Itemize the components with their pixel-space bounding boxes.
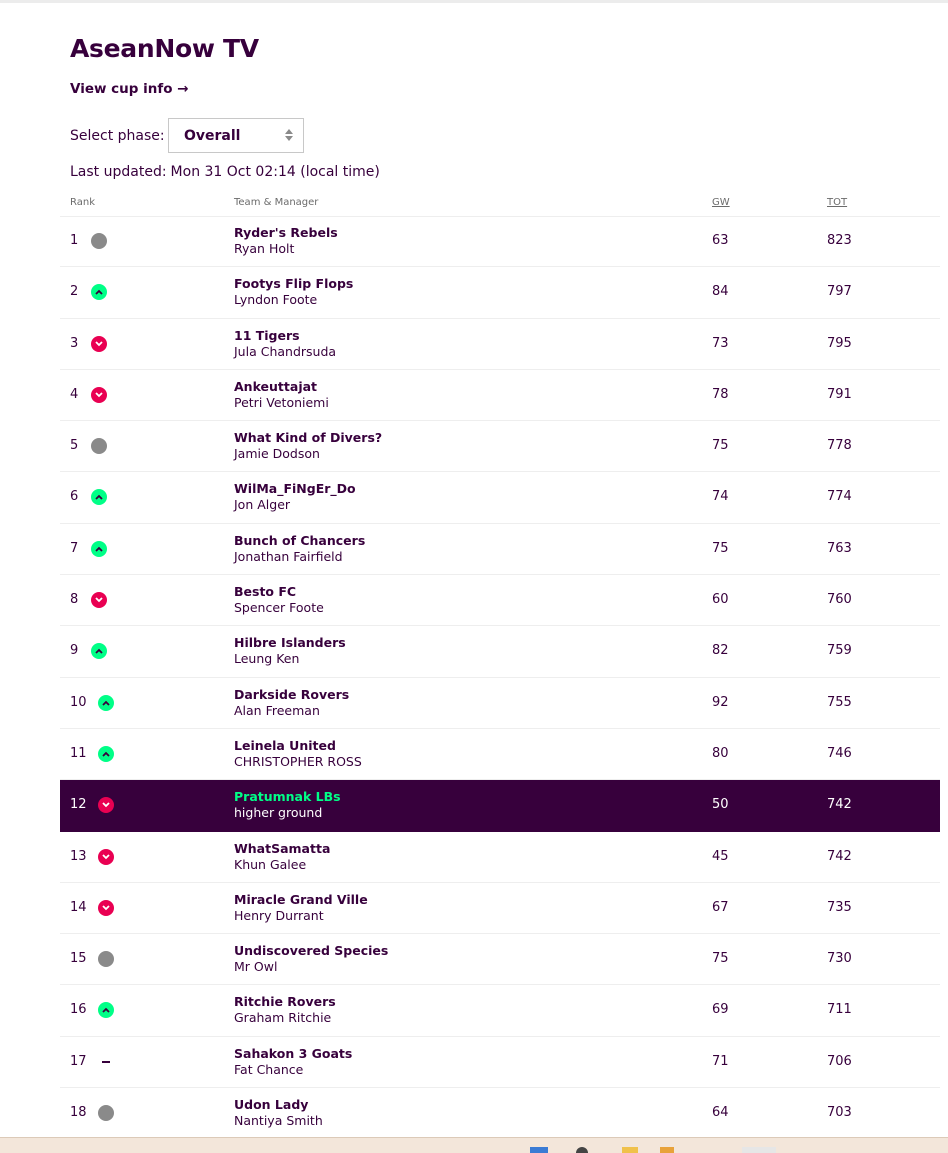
team-name[interactable]: Hilbre Islanders xyxy=(234,635,346,651)
rank-number: 7 xyxy=(70,540,79,556)
manager-name: Nantiya Smith xyxy=(234,1113,323,1129)
last-updated-label: Last updated: xyxy=(70,164,167,180)
table-row[interactable] xyxy=(60,780,940,831)
manager-name: Jula Chandrsuda xyxy=(234,343,337,359)
table-row[interactable] xyxy=(60,319,940,370)
team-name[interactable]: Sahakon 3 Goats xyxy=(234,1045,353,1061)
rank-number: 5 xyxy=(70,438,79,454)
dash-icon xyxy=(98,1054,114,1070)
rank-number: 14 xyxy=(70,899,87,915)
rank-up-icon xyxy=(91,284,107,300)
rank-number: 4 xyxy=(70,386,79,402)
standings-header xyxy=(60,193,940,217)
manager-name: Khun Galee xyxy=(234,856,307,872)
no-change-icon xyxy=(91,233,107,249)
manager-name: CHRISTOPHER ROSS xyxy=(234,753,362,769)
league-title: AseanNow TV xyxy=(70,34,259,63)
last-updated-value: Mon 31 Oct 02:14 (local time) xyxy=(170,164,380,180)
rank-down-icon xyxy=(98,849,114,865)
manager-name: Ryan Holt xyxy=(234,241,295,256)
standings-table xyxy=(60,216,940,1139)
manager-name: Henry Durrant xyxy=(234,907,324,923)
team-name[interactable]: Udon Lady xyxy=(234,1097,309,1113)
manager-name: Leung Ken xyxy=(234,651,300,667)
table-row[interactable] xyxy=(60,472,940,523)
table-row[interactable] xyxy=(60,934,940,985)
table-row[interactable] xyxy=(60,1037,940,1088)
table-row[interactable] xyxy=(60,267,940,318)
rank-number: 8 xyxy=(70,592,79,608)
team-name[interactable]: WilMa_FiNgEr_Do xyxy=(234,481,356,497)
gameweek-points: 69 xyxy=(712,1002,729,1018)
team-name[interactable]: Miracle Grand Ville xyxy=(234,891,368,907)
total-points: 735 xyxy=(827,899,852,915)
manager-name: Fat Chance xyxy=(234,1061,304,1077)
rank-up-icon xyxy=(91,541,107,557)
total-points: 703 xyxy=(827,1105,852,1121)
no-change-icon xyxy=(91,438,107,454)
taskbar-window-icon[interactable] xyxy=(742,1147,776,1153)
view-cup-info-link[interactable]: View cup info → xyxy=(70,81,189,97)
team-name[interactable]: Ryder's Rebels xyxy=(234,225,338,240)
gameweek-points: 75 xyxy=(712,438,729,454)
team-name[interactable]: Leinela United xyxy=(234,737,336,753)
rank-number: 18 xyxy=(70,1105,87,1121)
rank-down-icon xyxy=(98,900,114,916)
table-row[interactable] xyxy=(60,524,940,575)
rank-down-icon xyxy=(91,336,107,352)
manager-name: Graham Ritchie xyxy=(234,1010,332,1026)
total-points: 746 xyxy=(827,745,852,761)
total-points: 742 xyxy=(827,797,852,813)
phase-select-value: Overall xyxy=(184,128,241,144)
manager-name: Petri Vetoniemi xyxy=(234,394,329,410)
gameweek-points: 84 xyxy=(712,284,729,300)
gameweek-points: 80 xyxy=(712,745,729,761)
gameweek-points: 50 xyxy=(712,797,729,813)
manager-name: Jamie Dodson xyxy=(234,446,320,462)
header-gw[interactable]: GW xyxy=(712,197,730,208)
taskbar xyxy=(0,1137,948,1153)
table-row[interactable] xyxy=(60,216,940,267)
rank-number: 12 xyxy=(70,797,87,813)
table-row[interactable] xyxy=(60,370,940,421)
team-name[interactable]: Undiscovered Species xyxy=(234,943,389,959)
gameweek-points: 73 xyxy=(712,335,729,351)
gameweek-points: 82 xyxy=(712,643,729,659)
table-row[interactable] xyxy=(60,832,940,883)
manager-name: Jonathan Fairfield xyxy=(234,548,343,564)
rank-number: 15 xyxy=(70,951,87,967)
team-name[interactable]: WhatSamatta xyxy=(234,840,331,856)
rank-up-icon xyxy=(98,695,114,711)
last-updated xyxy=(70,164,380,180)
total-points: 774 xyxy=(827,489,852,505)
table-row[interactable] xyxy=(60,678,940,729)
rank-up-icon xyxy=(98,746,114,762)
manager-name: higher ground xyxy=(234,805,323,821)
rank-up-icon xyxy=(91,643,107,659)
table-row[interactable] xyxy=(60,883,940,934)
table-row[interactable] xyxy=(60,626,940,677)
rank-number: 16 xyxy=(70,1002,87,1018)
header-tot[interactable]: TOT xyxy=(827,197,848,208)
gameweek-points: 67 xyxy=(712,899,729,915)
total-points: 730 xyxy=(827,951,852,967)
taskbar-folder-icon[interactable] xyxy=(622,1147,638,1153)
gameweek-points: 78 xyxy=(712,386,729,402)
team-name[interactable]: Footys Flip Flops xyxy=(234,276,354,292)
gameweek-points: 45 xyxy=(712,848,729,864)
rank-number: 10 xyxy=(70,694,87,710)
gameweek-points: 71 xyxy=(712,1053,729,1069)
rank-number: 13 xyxy=(70,848,87,864)
total-points: 763 xyxy=(827,540,852,556)
rank-number: 9 xyxy=(70,643,79,659)
rank-number: 6 xyxy=(70,489,79,505)
taskbar-browser-icon[interactable] xyxy=(660,1147,674,1153)
top-border xyxy=(0,0,948,3)
total-points: 823 xyxy=(827,233,852,248)
team-name[interactable]: Pratumnak LBs xyxy=(234,789,341,805)
team-name[interactable]: Bunch of Chancers xyxy=(234,532,366,548)
rank-number: 17 xyxy=(70,1053,87,1069)
rank-down-icon xyxy=(91,387,107,403)
rank-number: 11 xyxy=(70,745,87,761)
total-points: 742 xyxy=(827,848,852,864)
rank-number: 3 xyxy=(70,335,79,351)
gameweek-points: 60 xyxy=(712,592,729,608)
rank-down-icon xyxy=(98,797,114,813)
table-row[interactable] xyxy=(60,1088,940,1139)
gameweek-points: 75 xyxy=(712,540,729,556)
total-points: 711 xyxy=(827,1002,852,1018)
gameweek-points: 64 xyxy=(712,1105,729,1121)
manager-name: Mr Owl xyxy=(234,959,278,975)
manager-name: Spencer Foote xyxy=(234,600,324,616)
total-points: 755 xyxy=(827,694,852,710)
manager-name: Lyndon Foote xyxy=(234,292,318,308)
total-points: 759 xyxy=(827,643,852,659)
manager-name: Jon Alger xyxy=(234,497,291,513)
total-points: 795 xyxy=(827,335,852,351)
rank-up-icon xyxy=(91,489,107,505)
gameweek-points: 92 xyxy=(712,694,729,710)
table-row[interactable] xyxy=(60,985,940,1036)
no-change-icon xyxy=(98,1105,114,1121)
total-points: 706 xyxy=(827,1053,852,1069)
total-points: 760 xyxy=(827,592,852,608)
manager-name: Alan Freeman xyxy=(234,702,320,718)
rank-up-icon xyxy=(98,1002,114,1018)
table-row[interactable] xyxy=(60,421,940,472)
team-name[interactable]: Ritchie Rovers xyxy=(234,994,336,1010)
table-row[interactable] xyxy=(60,729,940,780)
no-change-icon xyxy=(98,951,114,967)
rank-down-icon xyxy=(91,592,107,608)
taskbar-search-icon[interactable] xyxy=(576,1147,588,1153)
select-arrows-icon xyxy=(285,128,293,142)
gameweek-points: 63 xyxy=(712,233,729,248)
total-points: 791 xyxy=(827,386,852,402)
header-team-manager: Team & Manager xyxy=(234,197,319,208)
team-name[interactable]: Ankeuttajat xyxy=(234,378,318,394)
team-name[interactable]: Besto FC xyxy=(234,584,297,600)
team-name[interactable]: What Kind of Divers? xyxy=(234,430,383,446)
header-rank: Rank xyxy=(70,197,95,208)
rank-number: 2 xyxy=(70,284,79,300)
select-phase-label: Select phase: xyxy=(70,128,165,144)
phase-select[interactable] xyxy=(168,118,304,153)
gameweek-points: 75 xyxy=(712,951,729,967)
team-name[interactable]: Darkside Rovers xyxy=(234,686,350,702)
total-points: 797 xyxy=(827,284,852,300)
total-points: 778 xyxy=(827,438,852,454)
rank-number: 1 xyxy=(70,233,79,248)
taskbar-app-icon[interactable] xyxy=(530,1147,548,1153)
gameweek-points: 74 xyxy=(712,489,729,505)
team-name[interactable]: 11 Tigers xyxy=(234,327,300,343)
table-row[interactable] xyxy=(60,575,940,626)
